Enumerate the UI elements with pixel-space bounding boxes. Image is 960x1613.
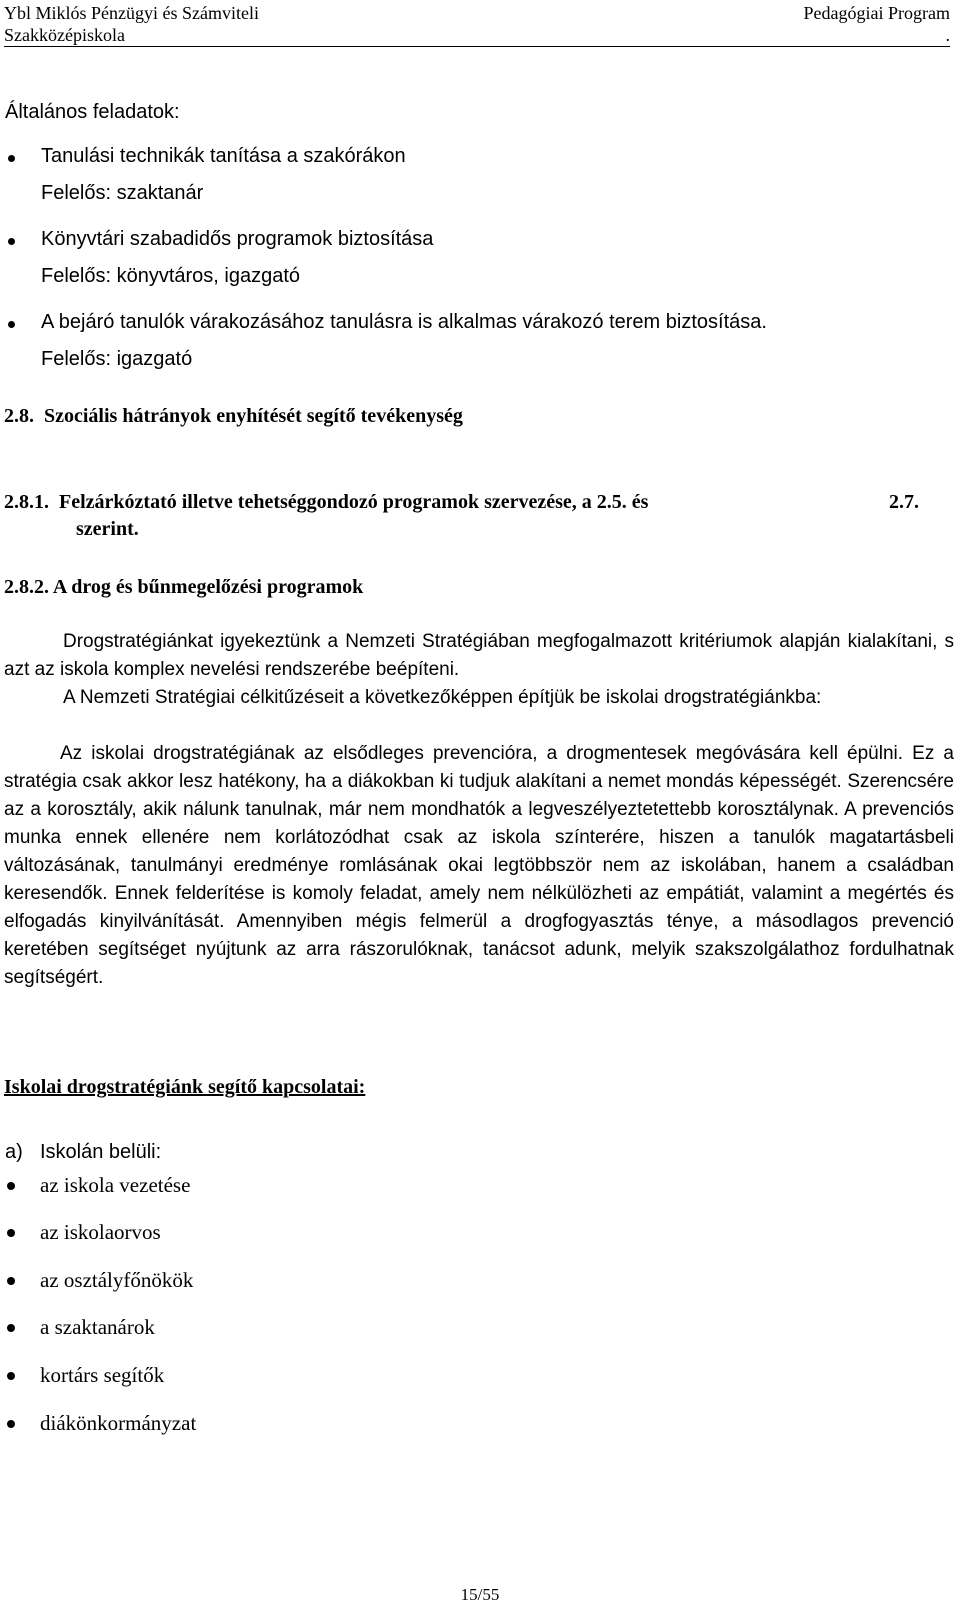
header-right-line1: Pedagógiai Program [803, 3, 950, 23]
section-2-8-1-heading [4, 490, 648, 514]
header-left-line1: Ybl Miklós Pénzügyi és Számviteli [4, 3, 259, 23]
section-2-8-1-title-end: 2.7. [889, 491, 919, 513]
paragraph-3: Az iskolai drogstratégiának az elsődleges prevencióra, a drogmentesek megóvására kell épülni. Ez a stratégia csak akkor lesz hatékony, ha a diákokban ki tudjuk alakítani a nemet mondás képességét. Szerencsére az a korosztály, akik nálunk tanulnak, már nem mondhatók a legveszélyeztetettebb korosztálynak. A prevenciós munka ennek ellenére nem korlátozódhat csak az iskola színterére, hiszen a tanulók magatartásbeli változásának, tanulmányi eredménye romlásának okai legtöbbször nem az iskolában, hanem a családban keresendők. Ennek felderítése is komoly feladat, amely nem nélkülözheti az empátiát, valamint a megértés és elfogadás kinyilvánítását. Amennyiben mégis felmerül a drogfogyasztás ténye, a másodlagos prevenció keretében segítséget nyújtunk az arra rászorulóknak, tanácsot adunk, melyik szakszolgálathoz fordulhatnak segítségért. [4, 743, 954, 988]
bullet-icon [8, 321, 15, 328]
bullet-icon [7, 1229, 15, 1237]
section-2-8-number: 2.8. [4, 405, 34, 427]
section-2-8-2-heading [4, 575, 363, 599]
paragraph-2: A Nemzeti Stratégiai célkitűzéseit a következőképpen építjük be iskolai drogstratégiánkba: [63, 687, 822, 708]
section-2-8-1-title-line2: szerint. [76, 518, 139, 540]
bullet-icon [7, 1277, 15, 1285]
header-document-title [804, 2, 950, 46]
bullet-icon [7, 1420, 15, 1428]
paragraph-1: Drogstratégiánkat igyekeztünk a Nemzeti Stratégiában megfogalmazott kritériumok alapján kialakítani, s azt az iskola komplex nevelési rendszerébe beépíteni. [4, 631, 954, 680]
connections-sub-label: a) [5, 1141, 23, 1163]
page-number: 15/55 [460, 1585, 500, 1604]
task-item-3: A bejáró tanulók várakozásához tanulásra is alkalmas várakozó terem biztosítása. [41, 311, 767, 333]
bullet-icon [7, 1324, 15, 1332]
general-tasks-heading: Általános feladatok: [5, 101, 180, 123]
connection-item-3: az osztályfőnökök [40, 1268, 194, 1292]
header-divider [4, 46, 950, 47]
connection-item-1: az iskola vezetése [40, 1173, 191, 1197]
bullet-icon [8, 238, 15, 245]
task-responsible-3: Felelős: igazgató [41, 348, 193, 370]
task-responsible-1: Felelős: szaktanár [41, 182, 204, 204]
connection-item-6: diákönkormányzat [40, 1411, 197, 1435]
header-right-line2: . [945, 25, 950, 45]
connections-heading: Iskolai drogstratégiánk segítő kapcsolatai: [4, 1076, 366, 1098]
task-item-1: Tanulási technikák tanítása a szakórákon [41, 145, 406, 167]
section-2-8-1-title-line1: Felzárkóztató illetve tehetséggondozó programok szervezése, a 2.5. és [59, 491, 649, 513]
connection-item-2: az iskolaorvos [40, 1220, 161, 1244]
connection-item-5: kortárs segítők [40, 1363, 165, 1387]
section-2-8-heading [4, 404, 463, 428]
bullet-icon [7, 1182, 15, 1190]
connection-item-4: a szaktanárok [40, 1315, 155, 1339]
header-school-name [4, 2, 259, 46]
section-2-8-2-title: A drog és bűnmegelőzési programok [52, 576, 364, 598]
task-item-2: Könyvtári szabadidős programok biztosítása [41, 228, 434, 250]
section-2-8-1-number: 2.8.1. [4, 491, 49, 513]
section-2-8-2-number: 2.8.2. [4, 576, 49, 598]
bullet-icon [7, 1372, 15, 1380]
header-left-line2: Szakközépiskola [4, 25, 125, 45]
section-2-8-title: Szociális hátrányok enyhítését segítő tevékenység [44, 405, 463, 427]
connections-sub-text: Iskolán belüli: [40, 1141, 162, 1163]
task-responsible-2: Felelős: könyvtáros, igazgató [41, 265, 301, 287]
bullet-icon [8, 155, 15, 162]
page-header [4, 2, 950, 46]
